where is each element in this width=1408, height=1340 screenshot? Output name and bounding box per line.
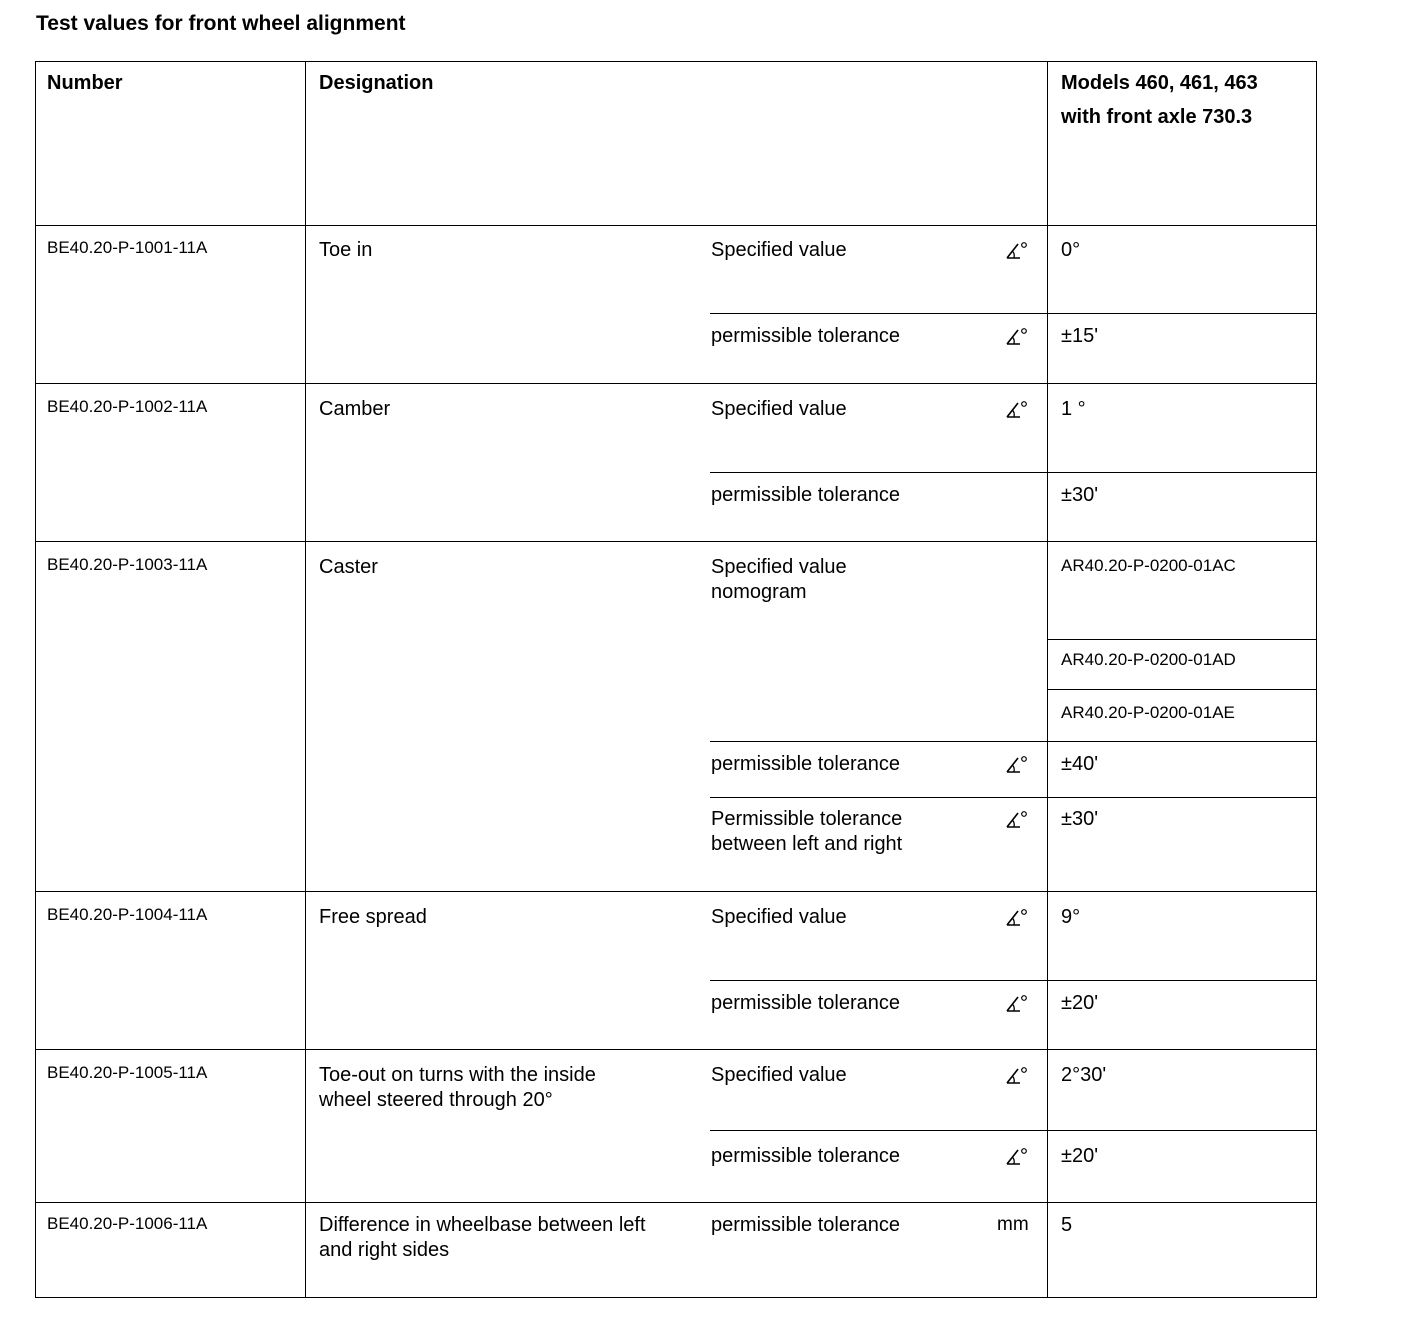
nomogram-ref: AR40.20-P-0200-01AD (1061, 650, 1236, 669)
angle-degree-icon (1006, 326, 1028, 348)
row-label: nomogram (711, 581, 807, 603)
row-label: between left and right (711, 833, 903, 855)
angle-degree-icon (1006, 1065, 1028, 1087)
row-value: ±20' (1061, 1145, 1099, 1167)
row-label: permissible tolerance (711, 753, 900, 775)
row-value: 0° (1061, 239, 1081, 261)
header-models-line1: Models 460, 461, 463 (1061, 72, 1258, 94)
row-value: ±30' (1061, 484, 1099, 506)
row-label: Specified value (711, 906, 847, 928)
row-designation: Free spread (319, 906, 427, 928)
row-designation: Toe-out on turns with the inside (319, 1064, 596, 1086)
row-label: Specified value (711, 556, 847, 578)
angle-degree-icon (1006, 754, 1028, 776)
row-designation: Caster (319, 556, 378, 578)
row-label: permissible tolerance (711, 1214, 900, 1236)
angle-degree-icon (1006, 399, 1028, 421)
row-label: permissible tolerance (711, 325, 900, 347)
header-number: Number (47, 72, 123, 94)
header-models-line2: with front axle 730.3 (1061, 106, 1253, 128)
nomogram-ref: AR40.20-P-0200-01AE (1061, 703, 1235, 722)
angle-degree-icon (1006, 907, 1028, 929)
row-value: ±30' (1061, 808, 1099, 830)
row-number: BE40.20-P-1006-11A (47, 1214, 208, 1233)
row-value: 9° (1061, 906, 1081, 928)
nomogram-ref: AR40.20-P-0200-01AC (1061, 556, 1236, 575)
unit-mm: mm (997, 1214, 1029, 1235)
row-value: ±15' (1061, 325, 1099, 347)
row-label: Specified value (711, 398, 847, 420)
angle-degree-icon (1006, 993, 1028, 1015)
row-designation: Toe in (319, 239, 373, 261)
header-designation: Designation (319, 72, 434, 94)
angle-degree-icon (1006, 1146, 1028, 1168)
row-designation: wheel steered through 20° (319, 1089, 553, 1111)
row-number: BE40.20-P-1005-11A (47, 1063, 208, 1082)
row-number: BE40.20-P-1004-11A (47, 905, 208, 924)
row-designation: Difference in wheelbase between left (319, 1214, 646, 1236)
row-number: BE40.20-P-1002-11A (47, 397, 208, 416)
row-number: BE40.20-P-1001-11A (47, 238, 208, 257)
row-label: permissible tolerance (711, 992, 900, 1014)
row-label: Permissible tolerance (711, 808, 903, 830)
row-designation: and right sides (319, 1239, 450, 1261)
row-label: Specified value (711, 239, 847, 261)
row-designation: Camber (319, 398, 391, 420)
row-label: permissible tolerance (711, 1145, 900, 1167)
row-label: Specified value (711, 1064, 847, 1086)
angle-degree-icon (1006, 809, 1028, 831)
row-value: 2°30' (1061, 1064, 1107, 1086)
row-value: ±40' (1061, 753, 1099, 775)
row-value: 5 (1061, 1214, 1073, 1236)
angle-degree-icon (1006, 240, 1028, 262)
row-value: ±20' (1061, 992, 1099, 1014)
row-label: permissible tolerance (711, 484, 900, 506)
page-title: Test values for front wheel alignment (36, 12, 406, 35)
row-value: 1 ° (1061, 398, 1086, 420)
row-number: BE40.20-P-1003-11A (47, 555, 208, 574)
